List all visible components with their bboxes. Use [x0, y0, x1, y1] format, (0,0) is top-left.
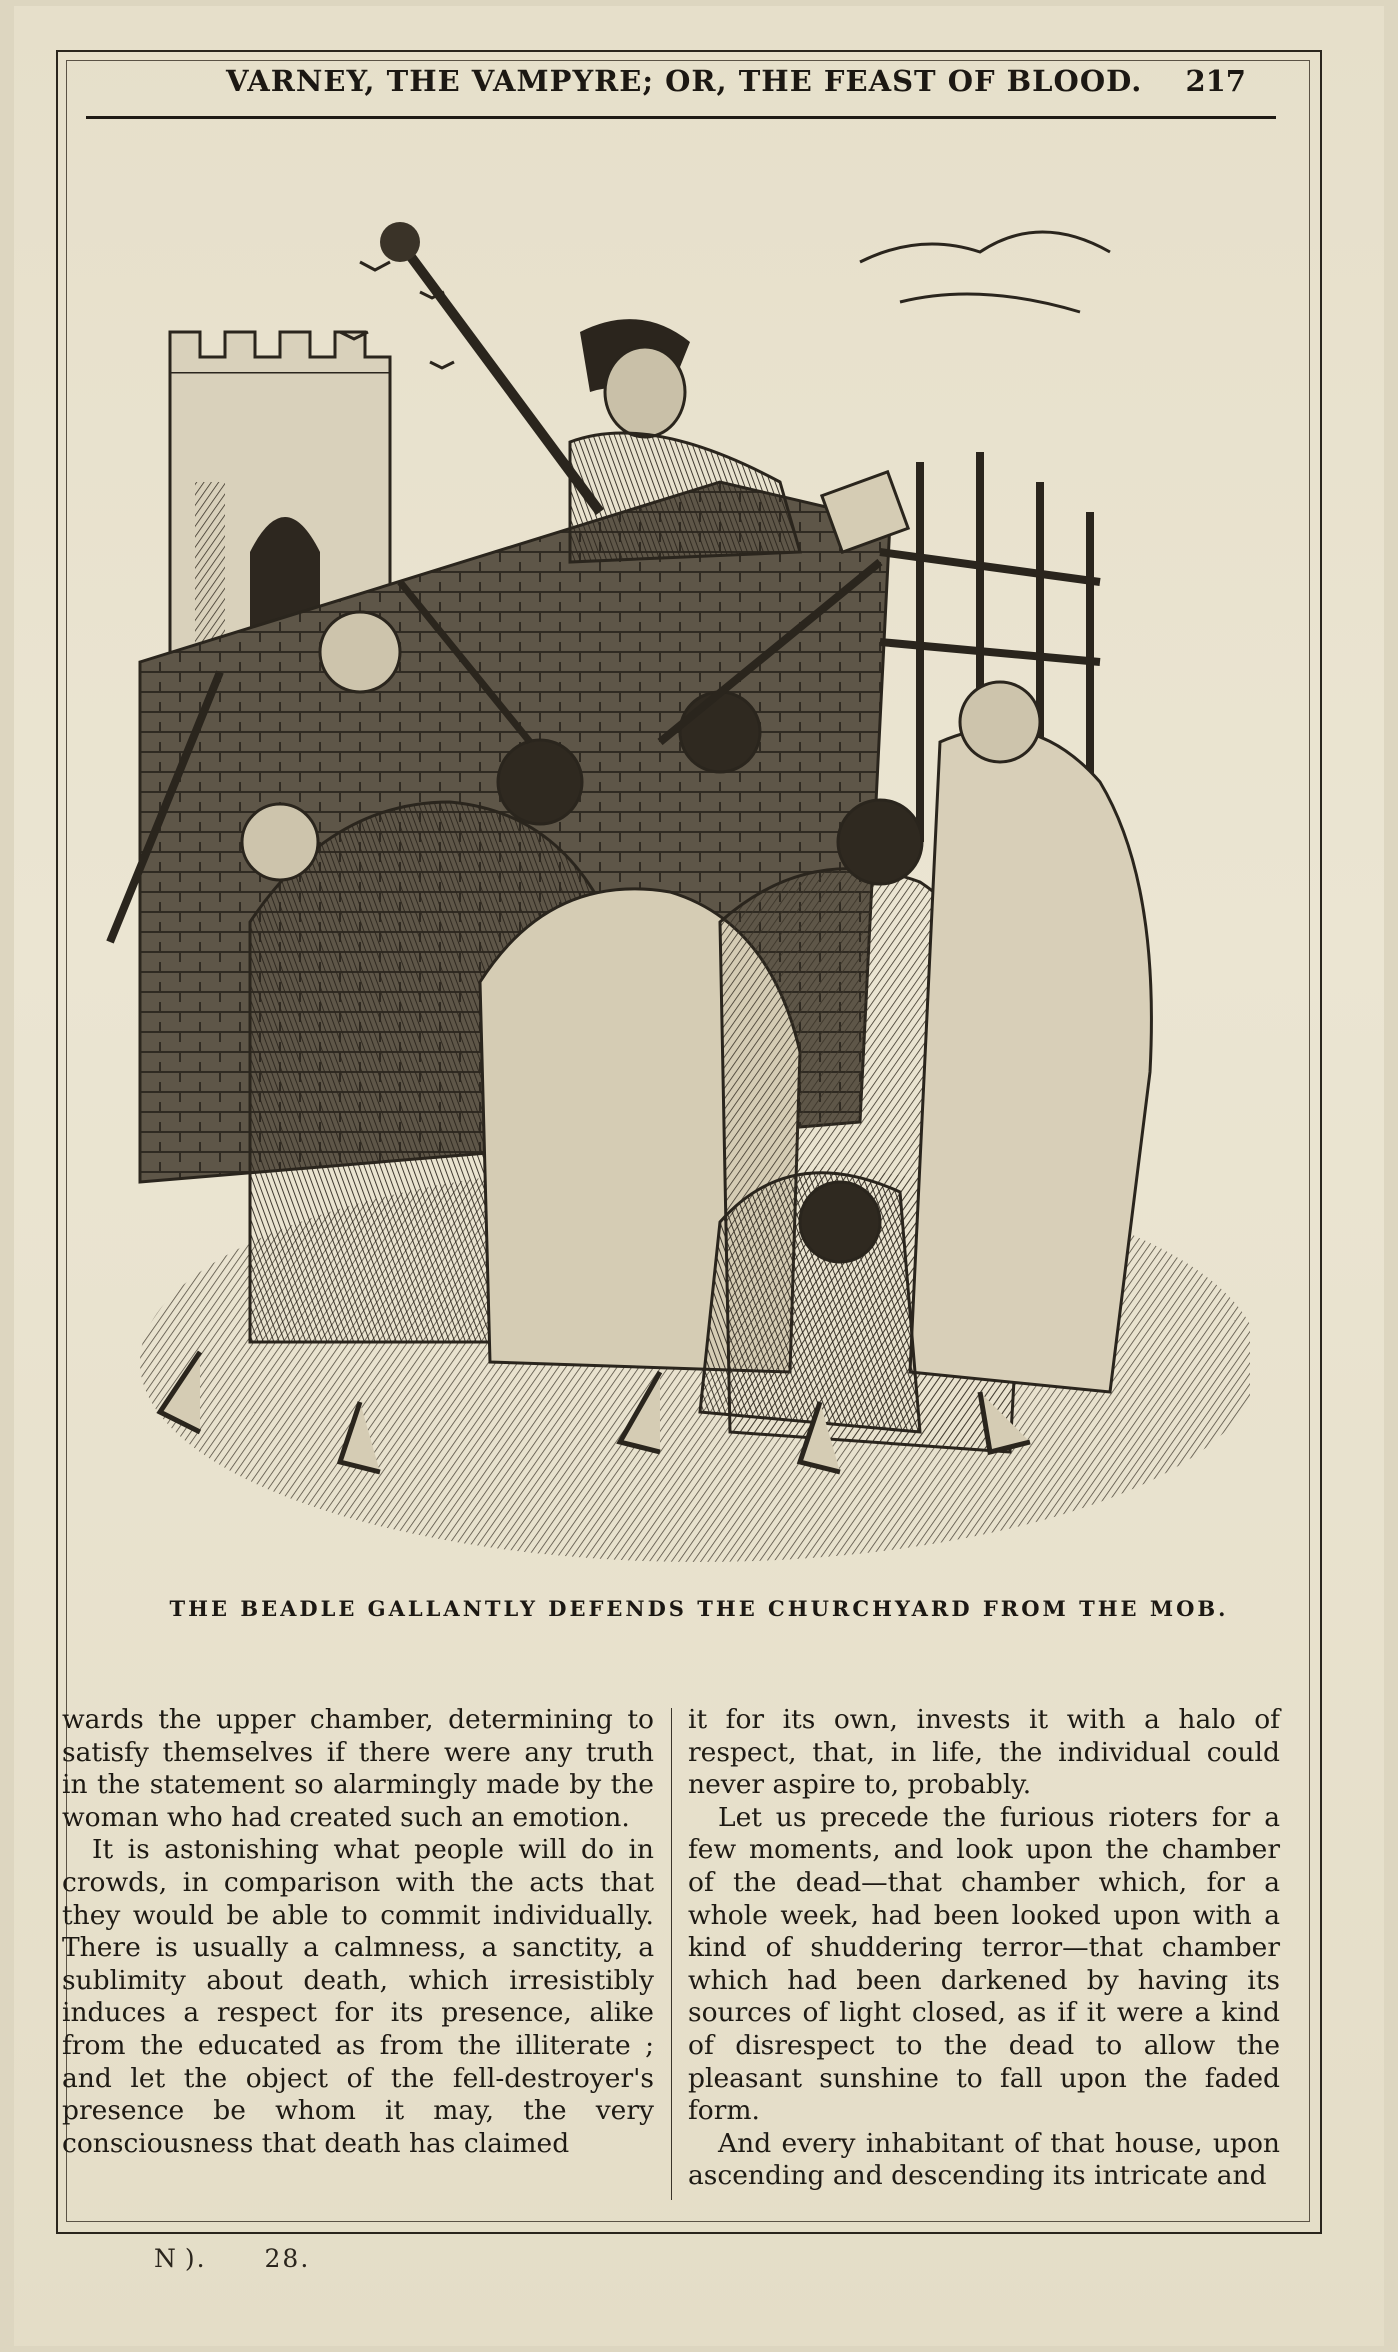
issue-number-label: N ). [154, 2244, 207, 2273]
right-paragraph-3: And every inhabitant of that house, upon ascending and descending its intricate and [688, 2127, 1280, 2192]
header-rule [86, 116, 1276, 119]
issue-number-value: 28. [264, 2244, 311, 2273]
beadle-figure [380, 222, 800, 562]
left-paragraph-1: wards the upper chamber, determining to satisfy themselves if there were any truth in the statement so alarmingly made by the woman who had created such an emotion. [62, 1704, 654, 1833]
left-paragraph-2: It is astonishing what people will do in crowds, in comparison with the acts that they would be able to commit individually. There is usually a calmness, a sanctity, a sublimity about death, which irresistibly induces a respect for its presence, alike from the educated as from the illiterate ; and let the object of the fell-destroyer's presence be whom it may, the very consciousness that death has claimed [62, 1834, 654, 2159]
issue-footer [154, 2244, 358, 2273]
running-head [86, 64, 1286, 112]
left-column [62, 1704, 654, 2160]
page-number: 217 [1185, 64, 1246, 98]
column-divider [671, 1708, 672, 2200]
text-columns [62, 1704, 1284, 2204]
engraving-illustration [100, 222, 1250, 1567]
right-paragraph-1: it for its own, invests it with a halo of respect, that, in life, the individual could never aspire to, probably. [688, 1704, 1280, 1801]
illustration-caption: THE BEADLE GALLANTLY DEFENDS THE CHURCHYARD FROM THE MOB. [169, 1596, 1229, 1621]
right-paragraph-2: Let us precede the furious rioters for a few moments, and look upon the chamber of the dead—that chamber which, for a whole week, had been looked upon with a kind of shuddering terror—that chamber which had been darkened by having its sources of light closed, as if it were a kind of disrespect to the dead to allow the pleasant sunshine to fall upon the faded form. [688, 1801, 1280, 2127]
running-head-title: VARNEY, THE VAMPYRE; OR, THE FEAST OF BLOOD. [226, 64, 1143, 98]
right-column [688, 1704, 1280, 2193]
